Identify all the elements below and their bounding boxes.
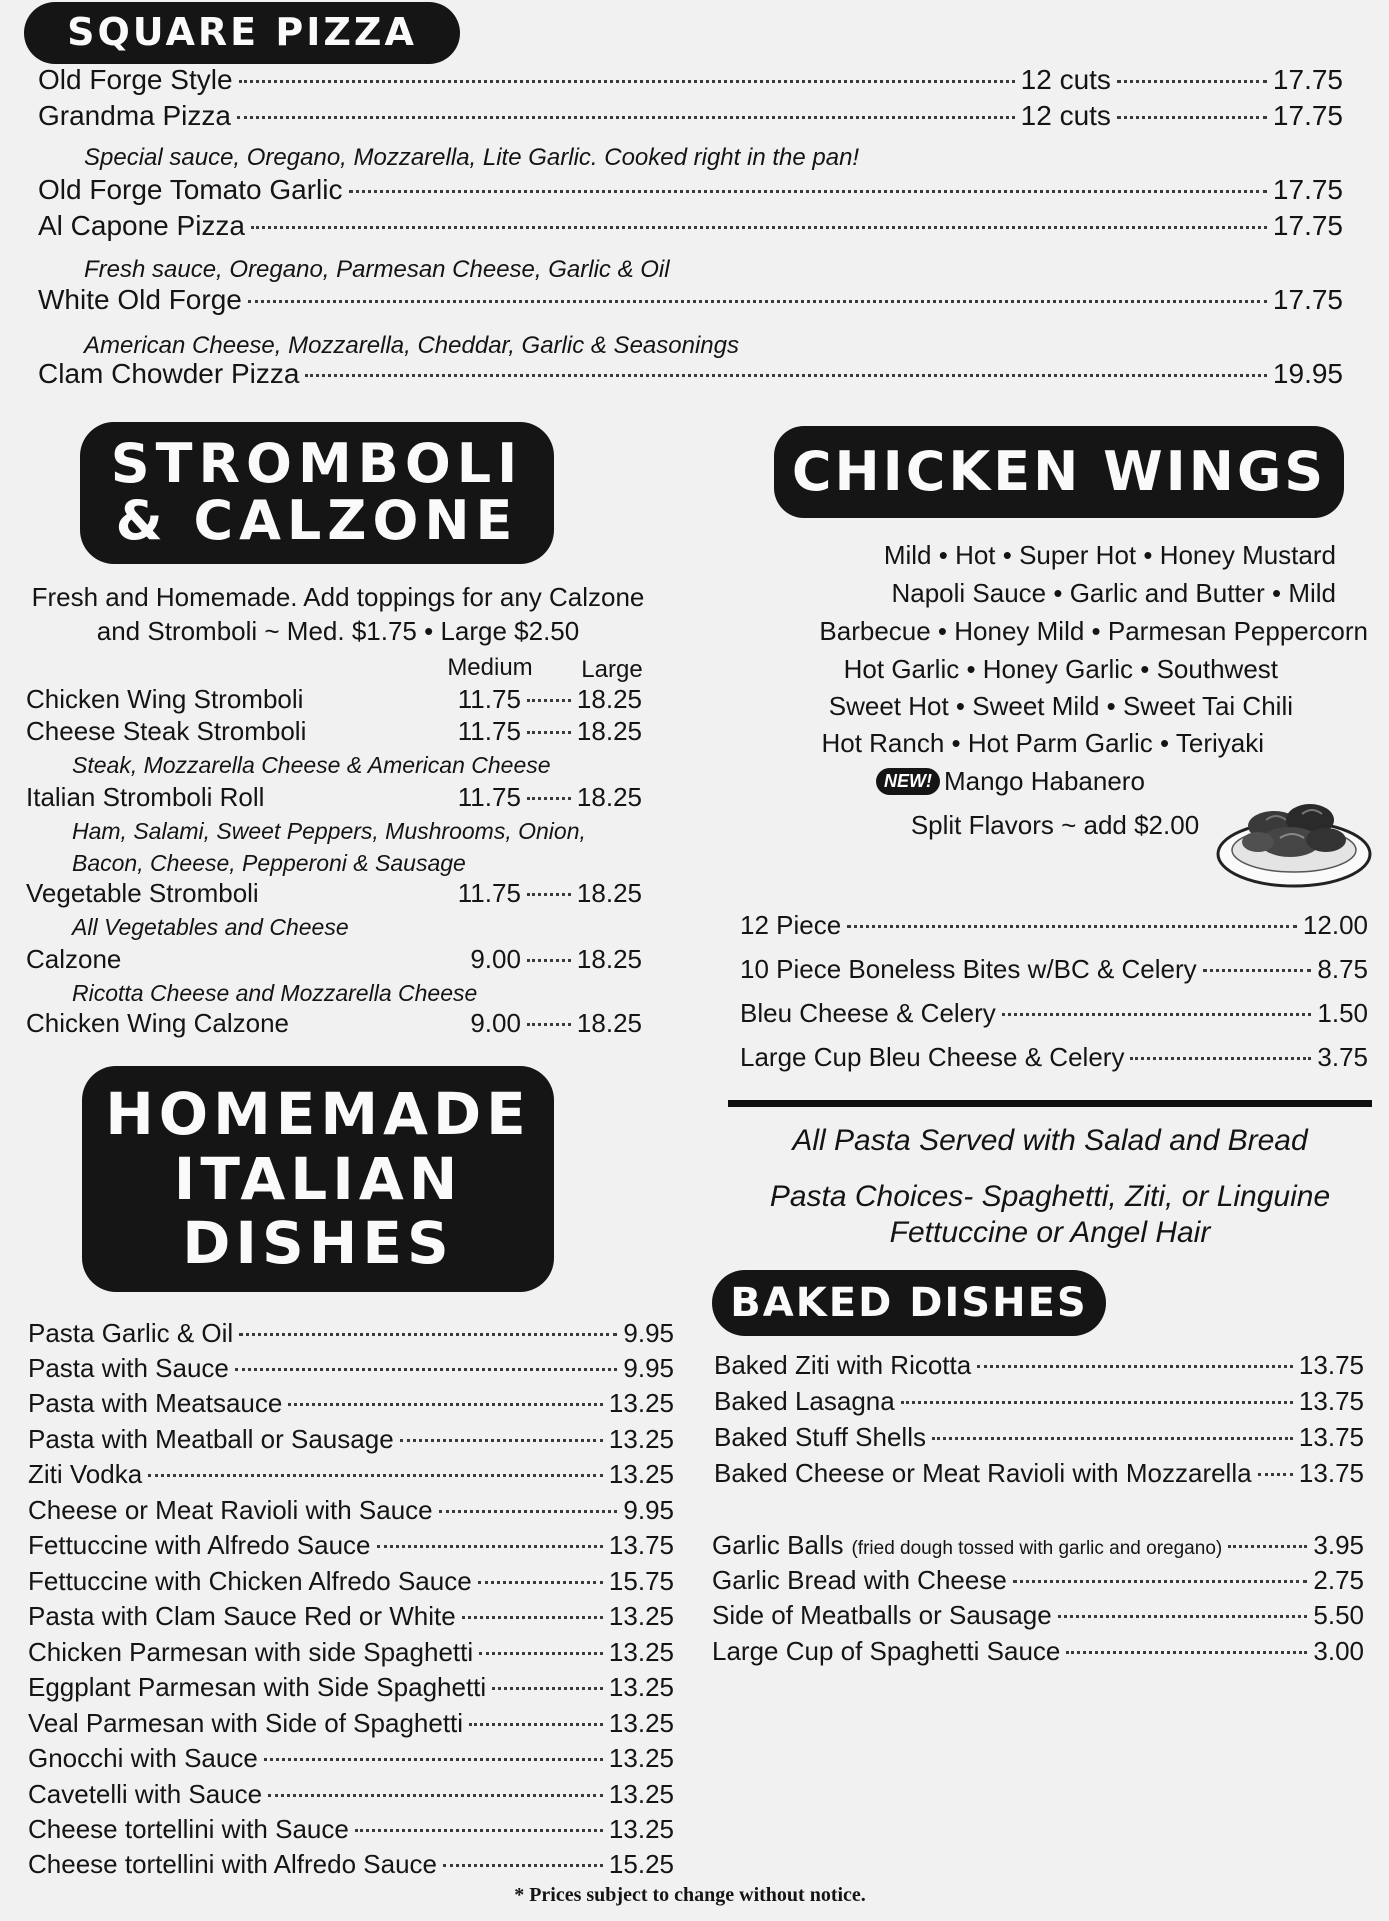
item-price: 13.25 (608, 1779, 674, 1809)
item-name: Calzone (26, 944, 122, 974)
flavor-line: Napoli Sauce • Garlic and Butter • Mild (891, 578, 1336, 608)
stromboli-intro-line2: and Stromboli ~ Med. $1.75 • Large $2.50 (96, 616, 580, 646)
item-name: Chicken Parmesan with side Spaghetti (28, 1637, 474, 1667)
square-pizza-header (24, 2, 460, 64)
item-price: 13.75 (1298, 1422, 1364, 1452)
item-price-large: 18.25 (576, 1008, 642, 1038)
menu-item (712, 1530, 1364, 1561)
item-price: 5.50 (1313, 1600, 1364, 1630)
menu-item (740, 1042, 1368, 1073)
menu-item (740, 910, 1368, 941)
item-price-medium: 9.00 (470, 944, 521, 974)
item-price: 13.75 (1298, 1350, 1364, 1380)
item-name: Fettuccine with Chicken Alfredo Sauce (28, 1566, 472, 1596)
new-flavor-name: Mango Habanero (944, 766, 1145, 796)
flavor-line: Hot Garlic • Honey Garlic • Southwest (843, 654, 1278, 684)
menu-item (28, 1353, 674, 1384)
item-name: Baked Cheese or Meat Ravioli with Mozzarella (714, 1458, 1252, 1488)
chicken-wings-header (774, 426, 1344, 518)
menu-item (28, 1388, 674, 1419)
item-price: 13.75 (1298, 1386, 1364, 1416)
menu-item (28, 1779, 674, 1810)
menu-item (740, 954, 1368, 985)
item-price: 17.75 (1272, 174, 1343, 205)
section-divider (728, 1100, 1372, 1107)
item-name: Old Forge Tomato Garlic (38, 174, 343, 205)
item-name: White Old Forge (38, 284, 242, 315)
stromboli-intro-line1: Fresh and Homemade. Add toppings for any Calzone (31, 582, 645, 612)
item-price: 17.75 (1272, 210, 1343, 241)
item-price: 9.95 (623, 1353, 674, 1383)
menu-item (28, 1424, 674, 1455)
item-price: 13.25 (608, 1708, 674, 1738)
item-name: Grandma Pizza (38, 100, 231, 131)
item-name: Baked Ziti with Ricotta (714, 1350, 972, 1380)
item-price: 3.00 (1313, 1636, 1364, 1666)
menu-item (28, 1814, 674, 1845)
item-name: Bleu Cheese & Celery (740, 998, 996, 1028)
item-description: Fresh sauce, Oregano, Parmesan Cheese, Garlic & Oil (84, 256, 670, 283)
menu-item (712, 1636, 1364, 1667)
item-price-large: 18.25 (576, 878, 642, 908)
item-price: 12.00 (1302, 910, 1368, 940)
item-name: Cheese or Meat Ravioli with Sauce (28, 1495, 433, 1525)
item-description: Steak, Mozzarella Cheese & American Cheese (72, 752, 551, 778)
menu-item (28, 1743, 674, 1774)
menu-item (28, 1318, 674, 1349)
item-name: Garlic Bread with Cheese (712, 1565, 1007, 1595)
item-name: Gnocchi with Sauce (28, 1743, 258, 1773)
item-name: Italian Stromboli Roll (26, 782, 265, 812)
new-badge: NEW! (876, 768, 940, 795)
item-price: 9.95 (623, 1318, 674, 1348)
menu-item (714, 1350, 1364, 1381)
menu-item (28, 1530, 674, 1561)
menu-item (38, 210, 1343, 242)
menu-item (712, 1600, 1364, 1631)
item-price: 1.50 (1317, 998, 1368, 1028)
item-name: Baked Stuff Shells (714, 1422, 926, 1452)
menu-item (38, 174, 1343, 206)
menu-item (28, 1601, 674, 1632)
item-price: 13.25 (608, 1459, 674, 1489)
item-name: Al Capone Pizza (38, 210, 246, 241)
item-name: Cheese tortellini with Alfredo Sauce (28, 1849, 438, 1879)
italian-title-line3: DISHES (182, 1209, 454, 1278)
item-name: Veal Parmesan with Side of Spaghetti (28, 1708, 464, 1738)
new-flavor-row (876, 766, 1145, 797)
item-name: Cavetelli with Sauce (28, 1779, 263, 1809)
flavor-line: Sweet Hot • Sweet Mild • Sweet Tai Chili (828, 691, 1293, 721)
item-description: American Cheese, Mozzarella, Cheddar, Garlic & Seasonings (84, 332, 739, 359)
item-name: Large Cup of Spaghetti Sauce (712, 1636, 1061, 1666)
flavor-line: Hot Ranch • Hot Parm Garlic • Teriyaki (821, 728, 1264, 758)
item-price: 13.25 (608, 1672, 674, 1702)
item-description: Bacon, Cheese, Pepperoni & Sausage (72, 850, 466, 876)
item-price: 13.25 (608, 1601, 674, 1631)
pasta-note-line3: Fettuccine or Angel Hair (889, 1216, 1211, 1249)
stromboli-title-line2: & CALZONE (115, 489, 519, 552)
italian-title-line2: ITALIAN (173, 1144, 463, 1213)
item-name: 12 Piece (740, 910, 842, 940)
item-price: 13.25 (608, 1637, 674, 1667)
stromboli-title-line1: STROMBOLI (110, 432, 524, 496)
item-price-large: 18.25 (576, 716, 642, 746)
item-description: All Vegetables and Cheese (72, 914, 349, 940)
menu-item (26, 684, 642, 715)
menu-item (26, 878, 642, 909)
menu-item (740, 998, 1368, 1029)
item-name: Old Forge Style (38, 64, 233, 95)
menu-item (712, 1565, 1364, 1596)
baked-dishes-header (712, 1270, 1106, 1336)
item-price: 8.75 (1317, 954, 1368, 984)
split-flavors-note: Split Flavors ~ add $2.00 (910, 810, 1200, 840)
flavor-line: Barbecue • Honey Mild • Parmesan Peppercorn (819, 616, 1368, 646)
footer-note: * Prices subject to change without notice. (514, 1884, 866, 1906)
menu-item (26, 782, 642, 813)
item-name: Large Cup Bleu Cheese & Celery (740, 1042, 1125, 1072)
item-price: 9.95 (623, 1495, 674, 1525)
col-medium-header: Medium (447, 654, 533, 681)
item-cuts: 12 cuts (1020, 100, 1111, 131)
item-name: Side of Meatballs or Sausage (712, 1600, 1052, 1630)
menu-item (714, 1386, 1364, 1417)
item-price-medium: 11.75 (457, 782, 521, 812)
chicken-wings-title: CHICKEN WINGS (791, 439, 1327, 503)
col-large-header: Large (581, 656, 643, 683)
item-price-large: 18.25 (576, 684, 642, 714)
item-price: 17.75 (1272, 100, 1343, 131)
item-name: Baked Lasagna (714, 1386, 895, 1416)
menu-item (28, 1708, 674, 1739)
item-name: Pasta with Clam Sauce Red or White (28, 1601, 456, 1631)
item-description: Special sauce, Oregano, Mozzarella, Lite Garlic. Cooked right in the pan! (84, 144, 860, 171)
item-name: Chicken Wing Stromboli (26, 684, 304, 714)
item-price: 13.25 (608, 1424, 674, 1454)
italian-dishes-header (82, 1066, 554, 1292)
item-name: Fettuccine with Alfredo Sauce (28, 1530, 371, 1560)
menu-item (28, 1459, 674, 1490)
item-name: Ziti Vodka (28, 1459, 143, 1489)
item-price: 13.25 (608, 1743, 674, 1773)
menu-item (26, 716, 642, 747)
italian-title-line1: HOMEMADE (105, 1079, 531, 1148)
item-name: Pasta with Meatsauce (28, 1388, 283, 1418)
item-name: Garlic Balls (712, 1530, 844, 1560)
item-note: (fried dough tossed with garlic and oregano) (851, 1538, 1223, 1559)
menu-item (714, 1422, 1364, 1453)
item-price-large: 18.25 (576, 782, 642, 812)
item-price: 13.75 (608, 1530, 674, 1560)
item-price: 13.25 (608, 1814, 674, 1844)
item-name: Pasta with Sauce (28, 1353, 229, 1383)
item-description: Ham, Salami, Sweet Peppers, Mushrooms, Onion, (72, 818, 586, 844)
menu-item (38, 284, 1343, 316)
item-name: Pasta with Meatball or Sausage (28, 1424, 394, 1454)
item-price: 15.25 (608, 1849, 674, 1879)
item-price-large: 18.25 (576, 944, 642, 974)
item-price: 15.75 (608, 1566, 674, 1596)
item-price-medium: 9.00 (470, 1008, 521, 1038)
pasta-note-line2: Pasta Choices- Spaghetti, Ziti, or Linguine (769, 1180, 1331, 1213)
item-name: Pasta Garlic & Oil (28, 1318, 234, 1348)
menu-item (28, 1637, 674, 1668)
item-price-medium: 11.75 (457, 716, 521, 746)
item-price: 13.25 (608, 1388, 674, 1418)
menu-item (38, 358, 1343, 390)
menu-item (28, 1566, 674, 1597)
item-price: 3.75 (1317, 1042, 1368, 1072)
menu-item (38, 64, 1343, 96)
menu-item (38, 100, 1343, 132)
item-price: 19.95 (1272, 358, 1343, 389)
item-price-medium: 11.75 (457, 878, 521, 908)
item-name: Chicken Wing Calzone (26, 1008, 290, 1038)
pasta-note-line1: All Pasta Served with Salad and Bread (792, 1124, 1308, 1157)
item-price: 2.75 (1313, 1565, 1364, 1595)
menu-item (28, 1672, 674, 1703)
item-name: Cheese tortellini with Sauce (28, 1814, 349, 1844)
stromboli-calzone-header (80, 422, 554, 564)
menu-item (26, 944, 642, 975)
item-price: 13.75 (1298, 1458, 1364, 1488)
item-description: Ricotta Cheese and Mozzarella Cheese (72, 980, 478, 1006)
item-name: 10 Piece Boneless Bites w/BC & Celery (740, 954, 1197, 984)
item-name: Cheese Steak Stromboli (26, 716, 307, 746)
item-name: Clam Chowder Pizza (38, 358, 300, 389)
menu-item (28, 1495, 674, 1526)
item-price-medium: 11.75 (457, 684, 521, 714)
item-price: 17.75 (1272, 284, 1343, 315)
item-price: 17.75 (1272, 64, 1343, 95)
baked-dishes-title: BAKED DISHES (730, 1280, 1088, 1326)
wings-plate-illustration (1214, 776, 1374, 894)
square-pizza-title: SQUARE PIZZA (67, 10, 417, 55)
item-price: 3.95 (1313, 1530, 1364, 1560)
menu-item (26, 1008, 642, 1039)
flavor-line: Mild • Hot • Super Hot • Honey Mustard (883, 540, 1336, 570)
menu-item (714, 1458, 1364, 1489)
item-cuts: 12 cuts (1020, 64, 1111, 95)
item-name: Eggplant Parmesan with Side Spaghetti (28, 1672, 487, 1702)
item-name: Vegetable Stromboli (26, 878, 259, 908)
menu-item (28, 1849, 674, 1880)
